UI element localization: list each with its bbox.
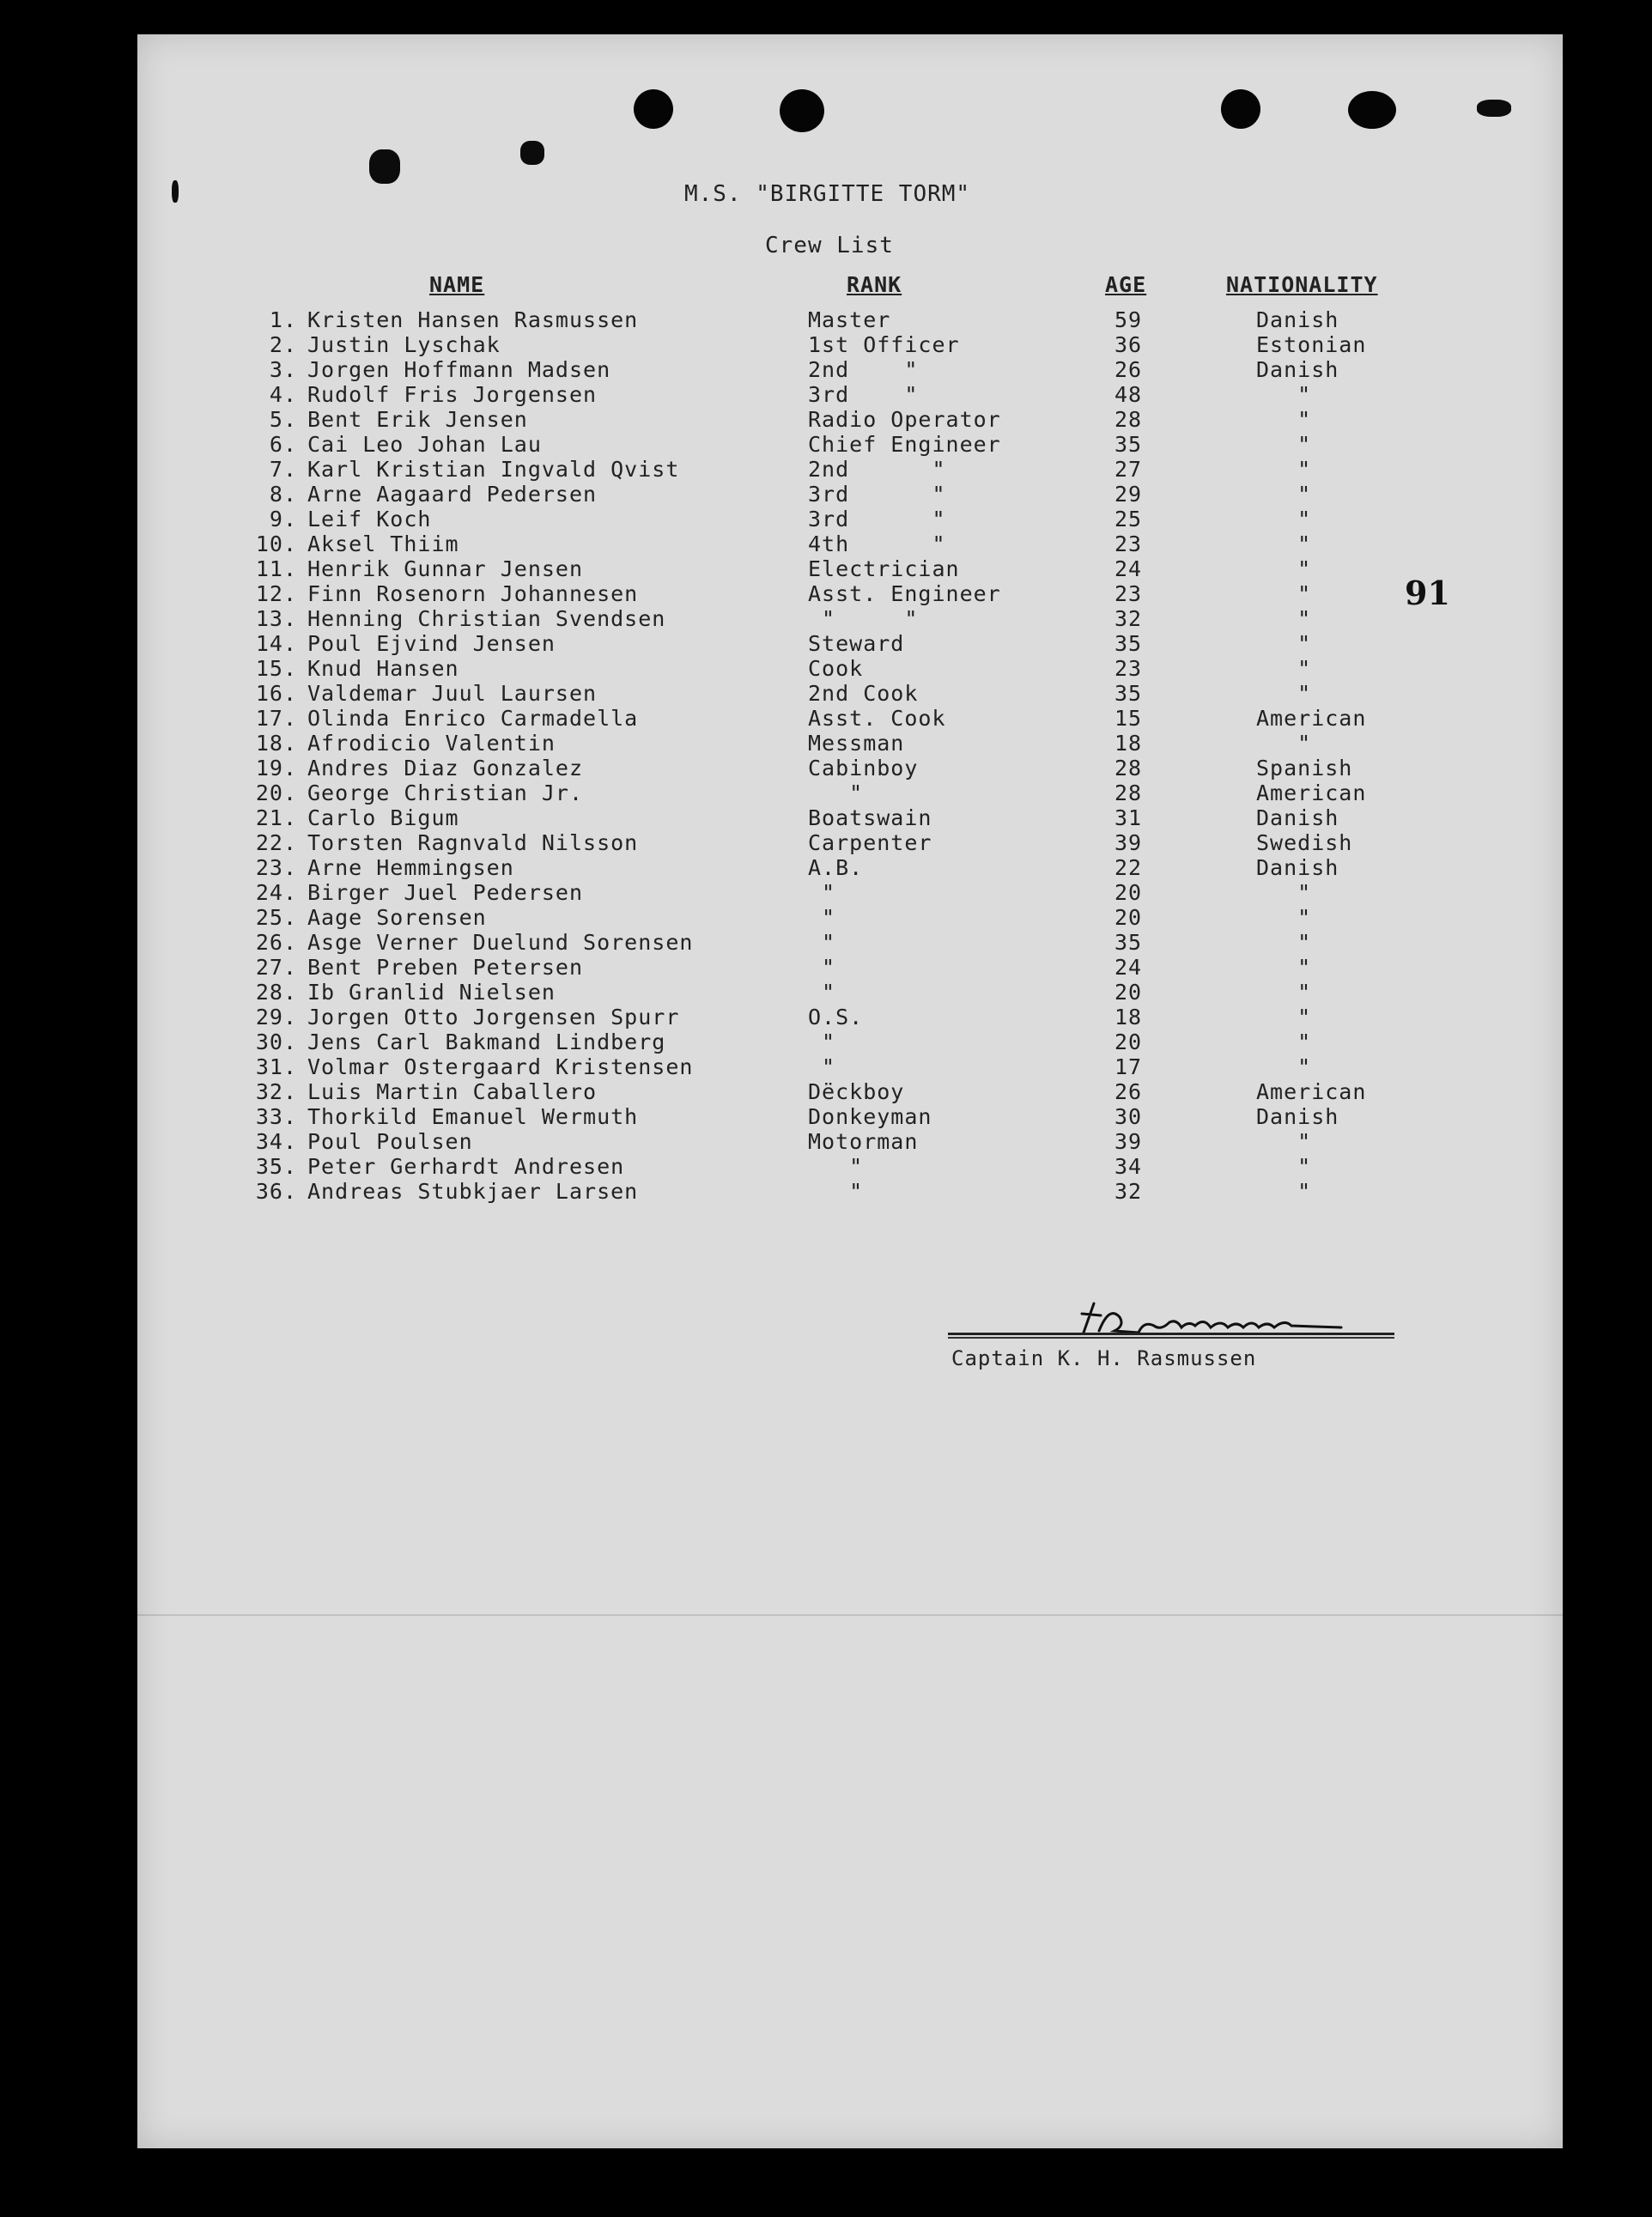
- crew-rank: Dëckboy: [808, 1079, 905, 1104]
- crew-age: 24: [1114, 955, 1143, 980]
- crew-rank: 2nd Cook: [808, 681, 919, 706]
- crew-row: [137, 706, 1563, 731]
- crew-row: [137, 880, 1563, 905]
- crew-rank: ": [808, 1030, 836, 1054]
- crew-number: 15.: [255, 656, 297, 681]
- crew-rank: Motorman: [808, 1129, 919, 1154]
- crew-row: [137, 556, 1563, 581]
- crew-number: 25.: [255, 905, 297, 930]
- crew-rank: Cook: [808, 656, 864, 681]
- crew-row: [137, 581, 1563, 606]
- punch-hole: [634, 89, 673, 129]
- crew-nationality: ": [1256, 955, 1312, 980]
- crew-number: 26.: [255, 930, 297, 955]
- crew-name: Henning Christian Svendsen: [307, 606, 666, 631]
- crew-row: [137, 905, 1563, 930]
- crew-number: 19.: [255, 756, 297, 781]
- crew-rank: 4th ": [808, 531, 946, 556]
- crew-number: 14.: [255, 631, 297, 656]
- crew-row: [137, 407, 1563, 432]
- crew-rank: Carpenter: [808, 830, 932, 855]
- crew-number: 6.: [269, 432, 297, 457]
- crew-number: 3.: [269, 357, 297, 382]
- crew-name: Carlo Bigum: [307, 805, 459, 830]
- crew-nationality: ": [1256, 606, 1312, 631]
- crew-age: 23: [1114, 581, 1143, 606]
- crew-number: 8.: [269, 482, 297, 507]
- crew-name: Poul Poulsen: [307, 1129, 473, 1154]
- crew-name: Andres Diaz Gonzalez: [307, 756, 584, 781]
- crew-name: Arne Hemmingsen: [307, 855, 514, 880]
- crew-number: 34.: [255, 1129, 297, 1154]
- crew-nationality: ": [1256, 681, 1312, 706]
- crew-number: 24.: [255, 880, 297, 905]
- crew-name: Karl Kristian Ingvald Qvist: [307, 457, 680, 482]
- crew-age: 35: [1114, 631, 1143, 656]
- crew-age: 24: [1114, 556, 1143, 581]
- crew-name: Thorkild Emanuel Wermuth: [307, 1104, 639, 1129]
- crew-nationality: Danish: [1256, 357, 1339, 382]
- crew-row: [137, 1104, 1563, 1129]
- crew-number: 23.: [255, 855, 297, 880]
- crew-age: 28: [1114, 407, 1143, 432]
- crew-row: [137, 432, 1563, 457]
- crew-number: 33.: [255, 1104, 297, 1129]
- crew-name: Henrik Gunnar Jensen: [307, 556, 584, 581]
- crew-rank: Radio Operator: [808, 407, 1001, 432]
- crew-name: Luis Martin Caballero: [307, 1079, 598, 1104]
- crew-rank: ": [808, 980, 836, 1005]
- crew-row: [137, 955, 1563, 980]
- crew-rank: 2nd ": [808, 357, 919, 382]
- crew-rank: Boatswain: [808, 805, 932, 830]
- crew-nationality: ": [1256, 1030, 1312, 1054]
- crew-rank: Donkeyman: [808, 1104, 932, 1129]
- crew-nationality: ": [1256, 930, 1312, 955]
- crew-name: Afrodicio Valentin: [307, 731, 556, 756]
- crew-row: [137, 1129, 1563, 1154]
- crew-rank: ": [808, 955, 836, 980]
- crew-name: Poul Ejvind Jensen: [307, 631, 556, 656]
- crew-rank: Chief Engineer: [808, 432, 1001, 457]
- crew-rank: A.B.: [808, 855, 864, 880]
- crew-number: 2.: [269, 332, 297, 357]
- crew-nationality: Swedish: [1256, 830, 1353, 855]
- crew-name: Valdemar Juul Laursen: [307, 681, 598, 706]
- crew-number: 20.: [255, 781, 297, 805]
- crew-row: [137, 482, 1563, 507]
- crew-name: Torsten Ragnvald Nilsson: [307, 830, 639, 855]
- crew-row: [137, 531, 1563, 556]
- crew-nationality: ": [1256, 1179, 1312, 1204]
- crew-rank: 1st Officer: [808, 332, 960, 357]
- crew-age: 26: [1114, 1079, 1143, 1104]
- signature-underline: [948, 1337, 1394, 1339]
- crew-row: [137, 357, 1563, 382]
- crew-rank: Asst. Cook: [808, 706, 946, 731]
- crew-row: [137, 307, 1563, 332]
- crew-name: Asge Verner Duelund Sorensen: [307, 930, 694, 955]
- crew-age: 23: [1114, 656, 1143, 681]
- crew-age: 18: [1114, 1005, 1143, 1030]
- crew-age: 35: [1114, 930, 1143, 955]
- crew-name: Jens Carl Bakmand Lindberg: [307, 1030, 666, 1054]
- crew-list-subtitle: Crew List: [765, 233, 894, 258]
- crew-nationality: ": [1256, 531, 1312, 556]
- crew-row: [137, 1154, 1563, 1179]
- crew-rank: 3rd ": [808, 482, 946, 507]
- crew-nationality: ": [1256, 1154, 1312, 1179]
- crew-rank: 3rd ": [808, 382, 919, 407]
- crew-rank: ": [808, 930, 836, 955]
- signature-caption: Captain K. H. Rasmussen: [951, 1346, 1257, 1370]
- crew-nationality: ": [1256, 1005, 1312, 1030]
- crew-row: [137, 1005, 1563, 1030]
- crew-age: 32: [1114, 606, 1143, 631]
- crew-row: [137, 1079, 1563, 1104]
- crew-number: 13.: [255, 606, 297, 631]
- crew-row: [137, 756, 1563, 781]
- crew-rank: Asst. Engineer: [808, 581, 1001, 606]
- crew-row: [137, 681, 1563, 706]
- crew-number: 36.: [255, 1179, 297, 1204]
- crew-rank: 3rd ": [808, 507, 946, 531]
- crew-row: [137, 1179, 1563, 1204]
- paper-tear: [369, 149, 400, 184]
- crew-age: 31: [1114, 805, 1143, 830]
- crew-number: 12.: [255, 581, 297, 606]
- crew-rank: Cabinboy: [808, 756, 919, 781]
- punch-hole: [780, 89, 824, 132]
- page-number: 91: [1405, 574, 1450, 612]
- crew-age: 15: [1114, 706, 1143, 731]
- crew-nationality: ": [1256, 482, 1312, 507]
- crew-row: [137, 1030, 1563, 1054]
- crew-name: Aage Sorensen: [307, 905, 487, 930]
- crew-number: 11.: [255, 556, 297, 581]
- crew-nationality: ": [1256, 556, 1312, 581]
- crew-number: 32.: [255, 1079, 297, 1104]
- crew-nationality: Spanish: [1256, 756, 1353, 781]
- crew-age: 59: [1114, 307, 1143, 332]
- crew-number: 17.: [255, 706, 297, 731]
- crew-nationality: American: [1256, 1079, 1367, 1104]
- crew-nationality: ": [1256, 382, 1312, 407]
- crew-age: 28: [1114, 781, 1143, 805]
- crew-number: 28.: [255, 980, 297, 1005]
- crew-number: 10.: [255, 531, 297, 556]
- crew-age: 26: [1114, 357, 1143, 382]
- crew-name: Kristen Hansen Rasmussen: [307, 307, 639, 332]
- crew-row: [137, 980, 1563, 1005]
- crew-row: [137, 631, 1563, 656]
- crew-number: 9.: [269, 507, 297, 531]
- crew-number: 35.: [255, 1154, 297, 1179]
- crew-name: Aksel Thiim: [307, 531, 459, 556]
- crew-age: 25: [1114, 507, 1143, 531]
- crew-rank: Steward: [808, 631, 905, 656]
- crew-number: 7.: [269, 457, 297, 482]
- crew-name: Bent Erik Jensen: [307, 407, 528, 432]
- crew-age: 22: [1114, 855, 1143, 880]
- crew-rank: ": [808, 880, 836, 905]
- column-header-age: AGE: [1105, 272, 1147, 297]
- crew-age: 18: [1114, 731, 1143, 756]
- crew-name: Andreas Stubkjaer Larsen: [307, 1179, 639, 1204]
- crew-number: 31.: [255, 1054, 297, 1079]
- crew-age: 30: [1114, 1104, 1143, 1129]
- crew-name: Bent Preben Petersen: [307, 955, 584, 980]
- crew-nationality: ": [1256, 631, 1312, 656]
- crew-number: 30.: [255, 1030, 297, 1054]
- crew-nationality: ": [1256, 432, 1312, 457]
- crew-row: [137, 855, 1563, 880]
- crew-nationality: American: [1256, 781, 1367, 805]
- crew-row: [137, 930, 1563, 955]
- crew-row: [137, 606, 1563, 631]
- punch-hole: [1221, 89, 1260, 129]
- crew-row: [137, 332, 1563, 357]
- signature-line: [948, 1333, 1394, 1335]
- crew-rank: O.S.: [808, 1005, 864, 1030]
- crew-nationality: ": [1256, 731, 1312, 756]
- crew-age: 20: [1114, 880, 1143, 905]
- crew-nationality: Danish: [1256, 855, 1339, 880]
- crew-age: 29: [1114, 482, 1143, 507]
- crew-number: 29.: [255, 1005, 297, 1030]
- crew-name: Finn Rosenorn Johannesen: [307, 581, 639, 606]
- column-header-name: NAME: [429, 272, 485, 297]
- crew-nationality: ": [1256, 1129, 1312, 1154]
- crew-row: [137, 805, 1563, 830]
- crew-name: Justin Lyschak: [307, 332, 501, 357]
- crew-nationality: ": [1256, 407, 1312, 432]
- crew-nationality: Danish: [1256, 307, 1339, 332]
- crew-rank: Master: [808, 307, 891, 332]
- crew-nationality: ": [1256, 581, 1312, 606]
- crew-rank: ": [808, 781, 864, 805]
- crew-age: 28: [1114, 756, 1143, 781]
- crew-rank: " ": [808, 606, 919, 631]
- crew-number: 18.: [255, 731, 297, 756]
- crew-number: 21.: [255, 805, 297, 830]
- crew-name: Knud Hansen: [307, 656, 459, 681]
- crew-nationality: Danish: [1256, 1104, 1339, 1129]
- crew-rank: ": [808, 905, 836, 930]
- crew-age: 34: [1114, 1154, 1143, 1179]
- crew-nationality: ": [1256, 457, 1312, 482]
- crew-age: 35: [1114, 432, 1143, 457]
- crew-name: Ib Granlid Nielsen: [307, 980, 556, 1005]
- crew-age: 23: [1114, 531, 1143, 556]
- crew-number: 27.: [255, 955, 297, 980]
- crew-name: Rudolf Fris Jorgensen: [307, 382, 598, 407]
- crew-nationality: ": [1256, 656, 1312, 681]
- ship-title: M.S. "BIRGITTE TORM": [684, 181, 971, 207]
- crew-age: 27: [1114, 457, 1143, 482]
- crew-name: Leif Koch: [307, 507, 432, 531]
- crew-rank: ": [808, 1154, 864, 1179]
- crew-number: 5.: [269, 407, 297, 432]
- crew-nationality: ": [1256, 905, 1312, 930]
- crew-number: 22.: [255, 830, 297, 855]
- crew-age: 20: [1114, 1030, 1143, 1054]
- crew-name: Peter Gerhardt Andresen: [307, 1154, 625, 1179]
- crew-nationality: ": [1256, 980, 1312, 1005]
- crew-name: George Christian Jr.: [307, 781, 584, 805]
- crew-name: Birger Juel Pedersen: [307, 880, 584, 905]
- crew-row: [137, 382, 1563, 407]
- crew-row: [137, 731, 1563, 756]
- crew-nationality: ": [1256, 507, 1312, 531]
- crew-age: 39: [1114, 830, 1143, 855]
- crew-row: [137, 507, 1563, 531]
- crew-age: 39: [1114, 1129, 1143, 1154]
- handwritten-signature: [1075, 1297, 1436, 1348]
- crew-name: Volmar Ostergaard Kristensen: [307, 1054, 694, 1079]
- crew-row: [137, 1054, 1563, 1079]
- crew-rank: 2nd ": [808, 457, 946, 482]
- paper-fold: [137, 1614, 1563, 1616]
- crew-name: Jorgen Hoffmann Madsen: [307, 357, 611, 382]
- crew-nationality: American: [1256, 706, 1367, 731]
- column-header-nationality: NATIONALITY: [1226, 272, 1378, 297]
- crew-nationality: Estonian: [1256, 332, 1367, 357]
- crew-number: 1.: [269, 307, 297, 332]
- document-page: [137, 34, 1563, 2148]
- column-header-rank: RANK: [847, 272, 902, 297]
- crew-age: 36: [1114, 332, 1143, 357]
- crew-row: [137, 830, 1563, 855]
- crew-row: [137, 781, 1563, 805]
- crew-nationality: ": [1256, 880, 1312, 905]
- crew-row: [137, 457, 1563, 482]
- crew-age: 17: [1114, 1054, 1143, 1079]
- crew-name: Jorgen Otto Jorgensen Spurr: [307, 1005, 680, 1030]
- crew-age: 48: [1114, 382, 1143, 407]
- crew-nationality: Danish: [1256, 805, 1339, 830]
- crew-rank: ": [808, 1179, 864, 1204]
- crew-name: Cai Leo Johan Lau: [307, 432, 542, 457]
- crew-rank: Electrician: [808, 556, 960, 581]
- crew-age: 20: [1114, 905, 1143, 930]
- crew-number: 16.: [255, 681, 297, 706]
- paper-tear: [172, 180, 179, 203]
- crew-nationality: ": [1256, 1054, 1312, 1079]
- paper-tear: [1477, 100, 1511, 117]
- crew-age: 20: [1114, 980, 1143, 1005]
- punch-hole: [1348, 91, 1396, 129]
- crew-name: Olinda Enrico Carmadella: [307, 706, 639, 731]
- crew-age: 32: [1114, 1179, 1143, 1204]
- paper-tear: [520, 141, 544, 165]
- crew-name: Arne Aagaard Pedersen: [307, 482, 598, 507]
- crew-table: [137, 307, 1563, 1204]
- crew-rank: Messman: [808, 731, 905, 756]
- crew-number: 4.: [269, 382, 297, 407]
- crew-age: 35: [1114, 681, 1143, 706]
- crew-row: [137, 656, 1563, 681]
- crew-rank: ": [808, 1054, 836, 1079]
